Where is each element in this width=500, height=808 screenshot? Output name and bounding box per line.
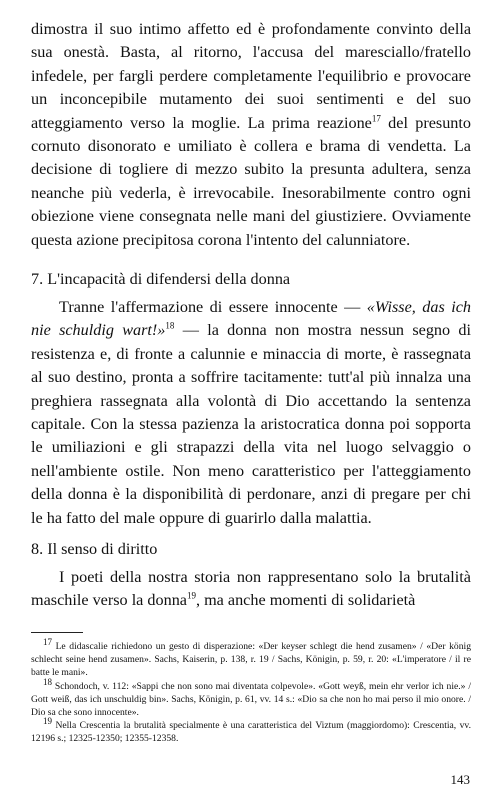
footnote-mark: 18 — [43, 676, 52, 687]
footnote-text: Nella Crescentia la brutalità specialmente è una caratteristica del Viztum (maggiordomo): Crescentia, vv. 12196 s.; 12325-12350; 12355-12358. — [31, 720, 471, 745]
footnote-mark: 17 — [43, 636, 52, 647]
paragraph-section-7 — [31, 296, 471, 530]
page-number: 143 — [450, 772, 470, 787]
paragraph-continued — [31, 18, 471, 252]
footnote-19 — [31, 716, 471, 745]
footnote-mark: 19 — [43, 716, 52, 727]
paragraph-text: , ma anche momenti di solidarietà — [195, 591, 416, 610]
footnote-18 — [31, 676, 471, 720]
section-heading-7: 7. L'incapacità di difendersi della donna — [31, 270, 291, 288]
footnotes — [31, 636, 471, 746]
paragraph-section-8 — [31, 566, 471, 613]
footnote-ref-17: 17 — [371, 113, 381, 124]
footnote-separator — [31, 632, 83, 633]
paragraph-text: Tranne l'affermazione di essere innocente — — [59, 298, 367, 316]
footnote-text: Le didascalie richiedono un gesto di disperazione: «Der keyser schlegt die hend zusamen» / «Der könig schlecht seine hend zusamen». Sachs, Kaiserin, p. 138, r. 19 / Sachs, Königin, p. 59, r. 20: «L'imperatore / il re batte le mani». — [31, 641, 471, 679]
footnote-ref-19: 19 — [186, 591, 196, 602]
paragraph-text: — la donna non mostra nessun segno di resistenza e, di fronte a calunnie e minaccia di morte, è rassegnata al suo destino, pronta a soffrire tacitamente: tutt'al più innalza una preghiera rassegnata alla volontà di Dio accettando la sentenza capitale. Con la stessa pazienza la aristocratica donna poi sopporta le umiliazioni e gli strapazzi della vita nel luogo selvaggio o nell'ambiente ostile. Non meno caratteristico per l'atteggiamento della donna è la disponibilità di perdonare, anzi di pregare per chi le ha fatto del male oppure di guarirlo dalla malattia. — [31, 321, 471, 527]
footnote-17 — [31, 636, 471, 680]
section-heading-8: 8. Il senso di diritto — [31, 540, 158, 558]
paragraph-text: del presunto cornuto disonorato e umiliato è collera e brama di vendetta. La decisione di togliere di mezzo subito la presunta adultera, senza neanche più vederla, è irrevocabile. Inesorabilmente contro ogni obiezione viene consegnata nelle mani del giustiziere. Ovviamente questa azione precipitosa corona l'intento del calunniatore. — [31, 113, 471, 249]
footnote-text: Schondoch, v. 112: «Sappi che non sono mai diventata colpevole». «Gott weyß, mein ehr verlor ich nie.» / Gott weiß, das ich unschuldig bin». Sachs, Königin, p. 61, vv. 14 s.: «Dio sa che non ho mai perso il mio onore. / Dio sa che sono innocente». — [31, 680, 471, 719]
paragraph-text: dimostra il suo intimo affetto ed è profondamente convinto della sua onestà. Basta, al ritorno, l'accusa del maresciallo/fratello infedele, per fargli perdere completamente l'equilibrio e provocare un inconcepibile mutamento dei suoi sentimenti e del suo atteggiamento verso la moglie. La prima reazione — [31, 20, 471, 132]
footnote-ref-18: 18 — [165, 321, 175, 332]
german-quote: «Wisse, das ich nie schuldig wart!» — [31, 298, 471, 340]
paragraph-text: I poeti della nostra storia non rappresentano solo la brutalità maschile verso la donna — [31, 568, 471, 610]
